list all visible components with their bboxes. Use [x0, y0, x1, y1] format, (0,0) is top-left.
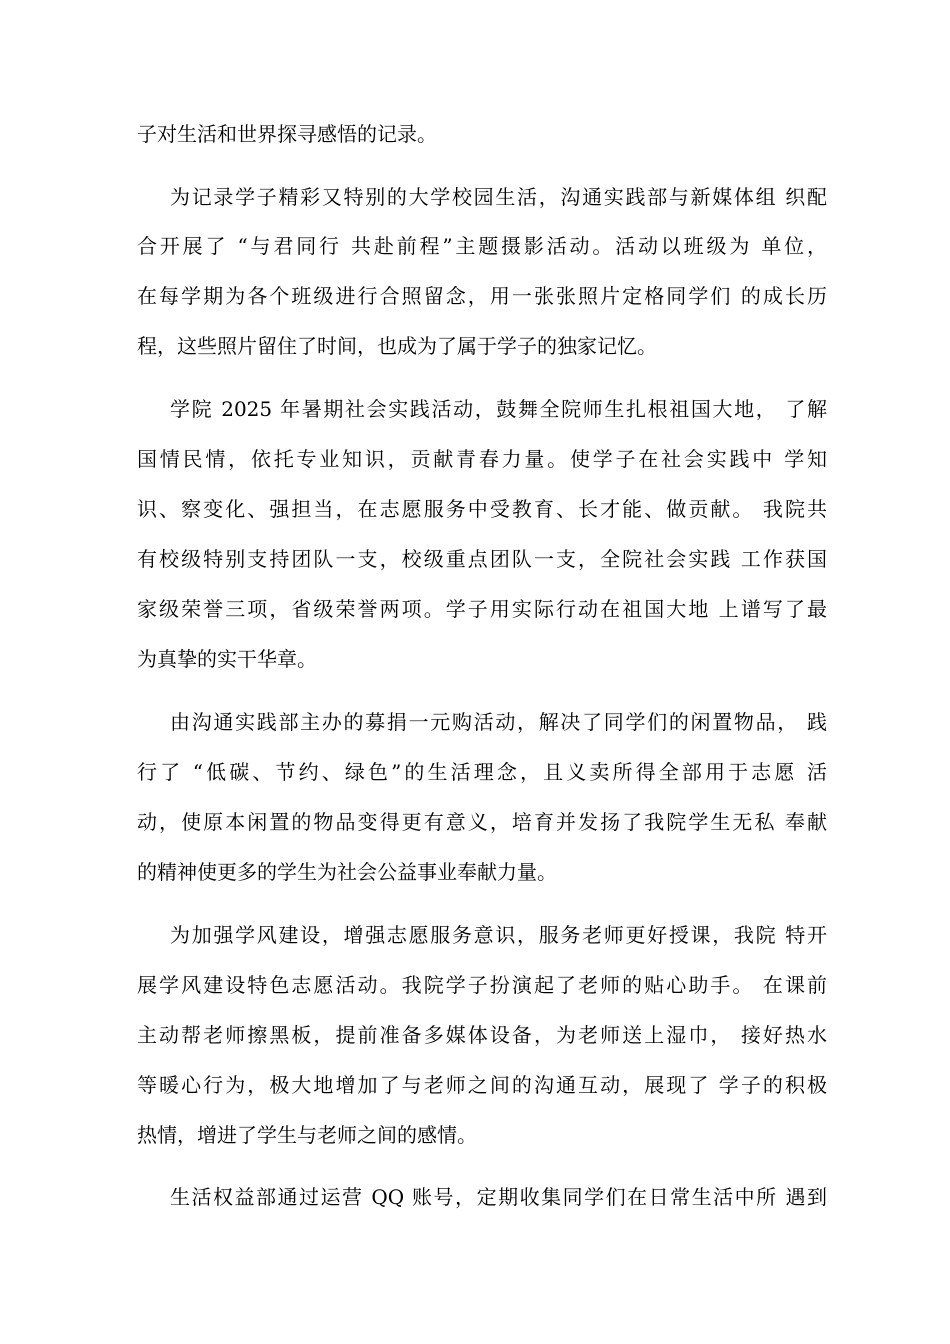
text-line: 国情民情，依托专业知识，贡献青春力量。使学子在社会实践中 学知: [137, 447, 827, 471]
text-line: 合开展了 “与君同行 共赴前程”主题摄影活动。活动以班级为 单位，: [137, 234, 827, 258]
text-line: 有校级特别支持团队一支，校级重点团队一支，全院社会实践 工作获国: [137, 547, 827, 571]
text-line: 为真挚的实干华章。: [137, 647, 317, 671]
text-line: 在每学期为各个班级进行合照留念，用一张张照片定格同学们 的成长历: [137, 284, 827, 308]
text-line: 学院 2025 年暑期社会实践活动，鼓舞全院师生扎根祖国大地， 了解: [170, 397, 827, 421]
text-line: 等暖心行为，极大地增加了与老师之间的沟通互动，展现了 学子的积极: [137, 1073, 827, 1097]
text-line: 行了 “低碳、节约、绿色”的生活理念，且义卖所得全部用于志愿 活: [137, 760, 827, 784]
text-line: 热情，增进了学生与老师之间的感情。: [137, 1123, 477, 1147]
text-line: 识、察变化、强担当，在志愿服务中受教育、长才能、做贡献。 我院共: [137, 497, 827, 521]
text-line: 家级荣誉三项，省级荣誉两项。学子用实际行动在祖国大地 上谱写了最: [137, 597, 827, 621]
text-line: 程，这些照片留住了时间，也成为了属于学子的独家记忆。: [137, 334, 657, 358]
text-line: 生活权益部通过运营 QQ 账号，定期收集同学们在日常生活中所 遇到: [170, 1185, 827, 1209]
text-line: 动，使原本闲置的物品变得更有意义，培育并发扬了我院学生无私 奉献: [137, 810, 827, 834]
text-line: 为加强学风建设，增强志愿服务意识，服务老师更好授课，我院 特开: [170, 923, 827, 947]
text-line: 由沟通实践部主办的募捐一元购活动，解决了同学们的闲置物品， 践: [170, 710, 827, 734]
text-line: 主动帮老师擦黑板，提前准备多媒体设备，为老师送上湿巾， 接好热水: [137, 1023, 827, 1047]
text-line: 展学风建设特色志愿活动。我院学子扮演起了老师的贴心助手。 在课前: [137, 973, 827, 997]
text-line: 的精神使更多的学生为社会公益事业奉献力量。: [137, 860, 557, 884]
text-line: 为记录学子精彩又特别的大学校园生活，沟通实践部与新媒体组 织配: [170, 185, 827, 209]
text-line: 子对生活和世界探寻感悟的记录。: [137, 122, 437, 146]
